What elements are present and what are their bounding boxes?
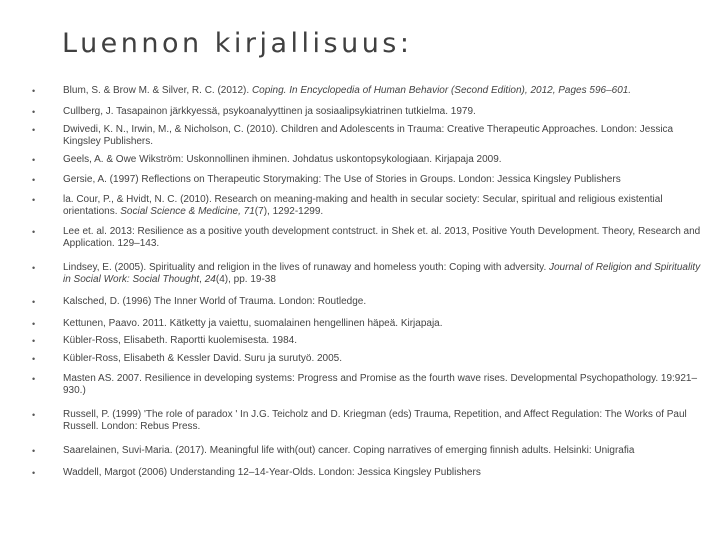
reference-text-segment: Blum, S. & Brow M. & Silver, R. C. (2012). (63, 85, 252, 96)
bullet-icon: • (32, 354, 36, 364)
reference-item (32, 124, 702, 148)
reference-text (63, 296, 702, 308)
reference-text (63, 335, 702, 347)
bullet-icon: • (32, 319, 36, 329)
reference-text-segment: Kübler-Ross, Elisabeth & Kessler David. Suru ja surutyö. 2005. (63, 353, 343, 364)
reference-text-segment: Saarelainen, Suvi-Maria. (2017). Meaningful life with(out) cancer. Coping narratives of emerging finnish adults. Helsinki: Unigrafia (63, 445, 635, 456)
reference-text (63, 353, 702, 365)
bullet-icon: • (32, 263, 36, 273)
reference-item (32, 174, 702, 186)
reference-text-segment: Masten AS. 2007. Resilience in developing systems: Progress and Promise as the fourth wave rises. Developmental Psychopathology. 19:921–930.) (63, 373, 698, 396)
reference-text-segment: Kalsched, D. (1996) The Inner World of Trauma. London: Routledge. (63, 296, 367, 307)
reference-text-segment: Cullberg, J. Tasapainon järkkyessä, psykoanalyyttinen ja sosiaalipsykiatrinen tutkielma. 1979. (63, 106, 476, 117)
reference-text (63, 373, 702, 397)
reference-item (32, 226, 702, 250)
reference-item (32, 467, 702, 479)
reference-item (32, 445, 702, 457)
reference-text (63, 467, 702, 479)
reference-text-segment: Kübler-Ross, Elisabeth. Raportti kuolemisesta. 1984. (63, 335, 298, 346)
reference-text (63, 174, 702, 186)
reference-text-segment: Coping. In Encyclopedia of Human Behavior (Second Edition), 2012, Pages 596–601. (251, 85, 632, 96)
reference-item (32, 296, 702, 308)
reference-item (32, 106, 702, 118)
bullet-icon: • (32, 107, 36, 117)
bullet-icon: • (32, 195, 36, 205)
reference-text-segment: Dwivedi, K. N., Irwin, M., & Nicholson, C. (2010). Children and Adolescents in Trauma: Creative Therapeutic Approaches. London: Jessica Kingsley Publishers. (63, 124, 674, 147)
reference-item (32, 262, 702, 286)
bullet-icon: • (32, 175, 36, 185)
reference-text-segment: Russell, P. (1999) 'The role of paradox ' In J.G. Teicholz and D. Kriegman (eds) Trauma, Repetition, and Affect Regulation: The Works of Paul Russell. London: Rebus Press. (63, 409, 687, 432)
reference-text-segment: (7), 1292-1299. (254, 206, 324, 217)
reference-text-segment: Gersie, A. (1997) Reflections on Therapeutic Storymaking: The Use of Stories in Groups. London: Jessica Kingsley Publishers (63, 174, 621, 185)
reference-text (63, 318, 702, 330)
reference-text-segment: Lindsey, E. (2005). Spirituality and religion in the lives of runaway and homeless youth: Coping with adversity. (63, 262, 549, 273)
reference-item (32, 353, 702, 365)
reference-item (32, 154, 702, 166)
bullet-icon: • (32, 374, 36, 384)
reference-text-segment: Journal of Religion and Spirituality in Social Work: Social Thought (63, 262, 701, 285)
reference-item (32, 335, 702, 347)
reference-text-segment: Lee et. al. 2013: Resilience as a positive youth development contstruct. in Shek et. al. 2013, Positive Youth Development. Theory, Research and Application. 129–143. (63, 226, 701, 249)
reference-text (63, 154, 702, 166)
bullet-icon: • (32, 155, 36, 165)
reference-item (32, 85, 702, 97)
slide-title: Luennon kirjallisuus: (62, 28, 413, 59)
reference-text-segment: (4), pp. 19-38 (215, 274, 276, 285)
reference-text-segment: Kettunen, Paavo. 2011. Kätketty ja vaiettu, suomalainen hengellinen häpeä. Kirjapaja. (63, 318, 443, 329)
reference-text (63, 85, 702, 97)
reference-text-segment: 24 (204, 274, 216, 285)
reference-text (63, 409, 702, 433)
reference-item (32, 373, 702, 397)
bullet-icon: • (32, 336, 36, 346)
reference-text (63, 194, 702, 218)
reference-text (63, 124, 702, 148)
reference-text (63, 262, 702, 286)
bullet-icon: • (32, 410, 36, 420)
bullet-icon: • (32, 446, 36, 456)
reference-text-segment: , (199, 274, 205, 285)
reference-text-segment: la. Cour, P., & Hvidt, N. C. (2010). Research on meaning-making and health in secular society: Secular, spiritual and religious existential orientations. (63, 194, 663, 217)
reference-text-segment: Waddell, Margot (2006) Understanding 12–14-Year-Olds. London: Jessica Kingsley Publishers (63, 467, 481, 478)
reference-text (63, 106, 702, 118)
reference-item (32, 318, 702, 330)
bullet-icon: • (32, 468, 36, 478)
reference-text (63, 445, 702, 457)
bullet-icon: • (32, 125, 36, 135)
reference-text-segment: Geels, A. & Owe Wikström: Uskonnollinen ihminen. Johdatus uskontopsykologiaan. Kirjapaja 2009. (63, 154, 502, 165)
reference-text-segment: Social Science & Medicine, 71 (120, 206, 255, 217)
bullet-icon: • (32, 227, 36, 237)
bullet-icon: • (32, 86, 36, 96)
bullet-icon: • (32, 297, 36, 307)
reference-item (32, 194, 702, 218)
reference-text (63, 226, 702, 250)
reference-item (32, 409, 702, 433)
